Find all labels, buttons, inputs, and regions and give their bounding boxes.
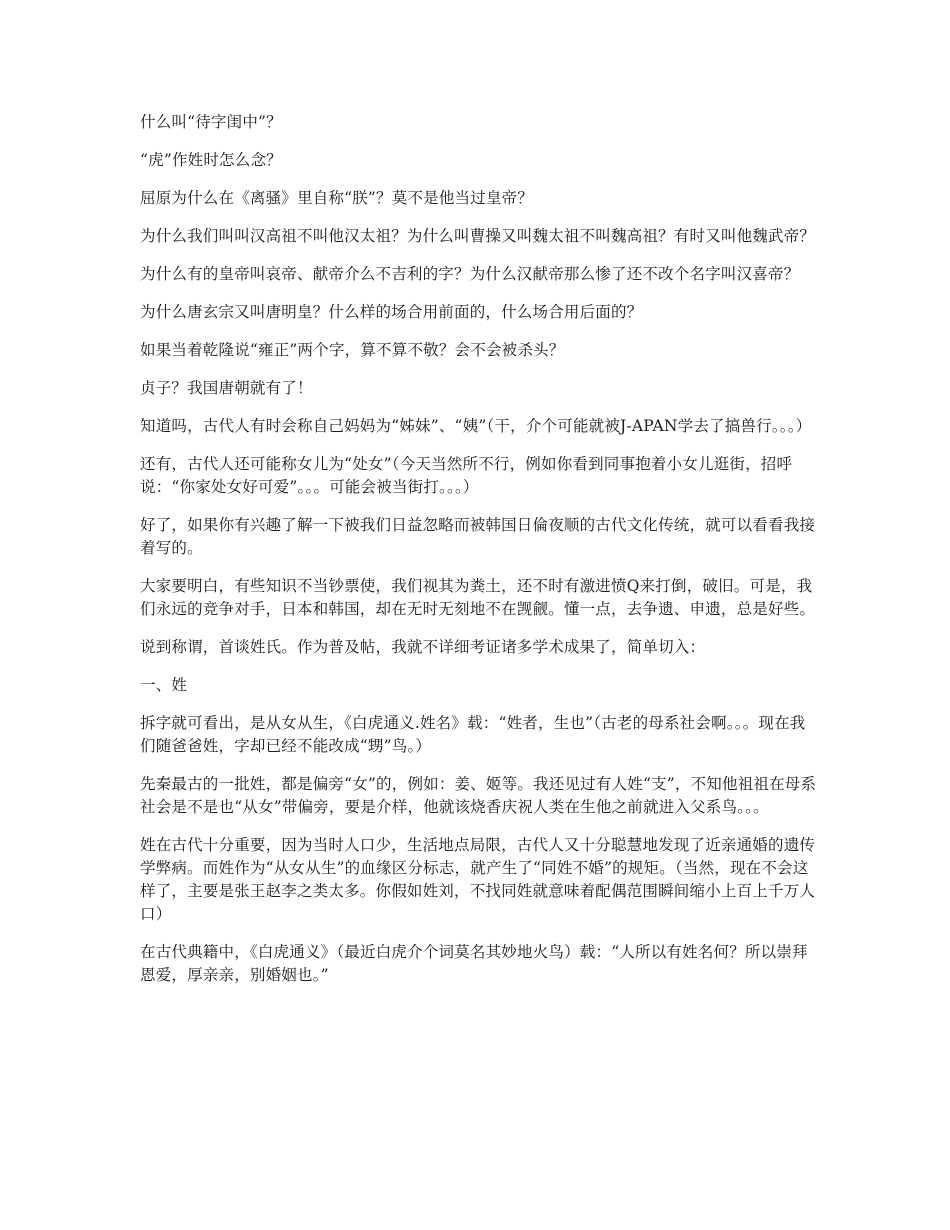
paragraph: 为什么唐玄宗又叫唐明皇？什么样的场合用前面的，什么场合用后面的？ bbox=[140, 303, 643, 321]
paragraph: 为什么有的皇帝叫哀帝、献帝介么不吉利的字？为什么汉献帝那么惨了还不改个名字叫汉喜帝？ bbox=[140, 265, 800, 283]
paragraph: 贞子？我国唐朝就有了！ bbox=[140, 379, 313, 397]
paragraph: 姓在古代十分重要，因为当时人口少，生活地点局限，古代人又十分聪慧地发现了近亲通婚的遗传学弊病。而姓作为“从女从生”的血缘区分标志，就产生了“同姓不婚”的规矩。（当然，现在不会这样了，主要是张王赵李之类太多。你假如姓刘，不找同姓就意味着配偶范围瞬间缩小上百上千万人口） bbox=[140, 836, 816, 923]
document-body bbox=[140, 111, 820, 1002]
paragraph: 说到称谓，首谈姓氏。作为普及帖，我就不详细考证诸多学术成果了，简单切入： bbox=[140, 638, 706, 656]
paragraph: 在古代典籍中，《白虎通义》（最近白虎介个词莫名其妙地火鸟）载：“人所以有姓名何？所以崇拜恩爱，厚亲亲，别婚姻也。” bbox=[140, 943, 808, 984]
paragraph: “虎”作姓时怎么念？ bbox=[140, 151, 282, 169]
section-heading: 一、姓 bbox=[140, 676, 188, 694]
paragraph: 如果当着乾隆说“雍正”两个字，算不算不敬？会不会被杀头？ bbox=[140, 341, 565, 359]
paragraph: 大家要明白，有些知识不当钞票使，我们视其为粪土，还不时有激进愤Q来打倒，破旧。可是，我们永远的竞争对手，日本和韩国，却在无时无刻地不在觊觎。懂一点，去争遗、申遗，总是好些。 bbox=[140, 577, 816, 618]
paragraph: 拆字就可看出，是从女从生，《白虎通义.姓名》载：“姓者，生也”（古老的母系社会啊。。。现在我们随爸爸姓，字却已经不能改成“甥”鸟。） bbox=[140, 714, 806, 755]
paragraph: 为什么我们叫叫汉高祖不叫他汉太祖？为什么叫曹操又叫魏太祖不叫魏高祖？有时又叫他魏武帝？ bbox=[140, 227, 816, 245]
paragraph: 屈原为什么在《离骚》里自称“朕”？莫不是他当过皇帝？ bbox=[140, 189, 534, 207]
paragraph: 好了，如果你有兴趣了解一下被我们日益忽略而被韩国日倫夜顺的古代文化传统，就可以看看我接着写的。 bbox=[140, 516, 816, 557]
paragraph: 知道吗，古代人有时会称自己妈妈为“姊妹”、“姨”（干，介个可能就被J-APAN学去了搞兽行。。。） bbox=[140, 417, 812, 435]
paragraph: 先秦最古的一批姓，都是偏旁“女”的，例如：姜、姬等。我还见过有人姓“支”，不知他祖祖在母系社会是不是也“从女”带偏旁，要是介样，他就该烧香庆祝人类在生他之前就进入父系鸟。。。 bbox=[140, 775, 817, 816]
paragraph: 什么叫“待字闺中”？ bbox=[140, 113, 282, 131]
paragraph: 还有，古代人还可能称女儿为“处女”（今天当然所不行，例如你看到同事抱着小女儿逛街，招呼说：“你家处女好可爱”。。。可能会被当街打。。。） bbox=[140, 455, 793, 496]
